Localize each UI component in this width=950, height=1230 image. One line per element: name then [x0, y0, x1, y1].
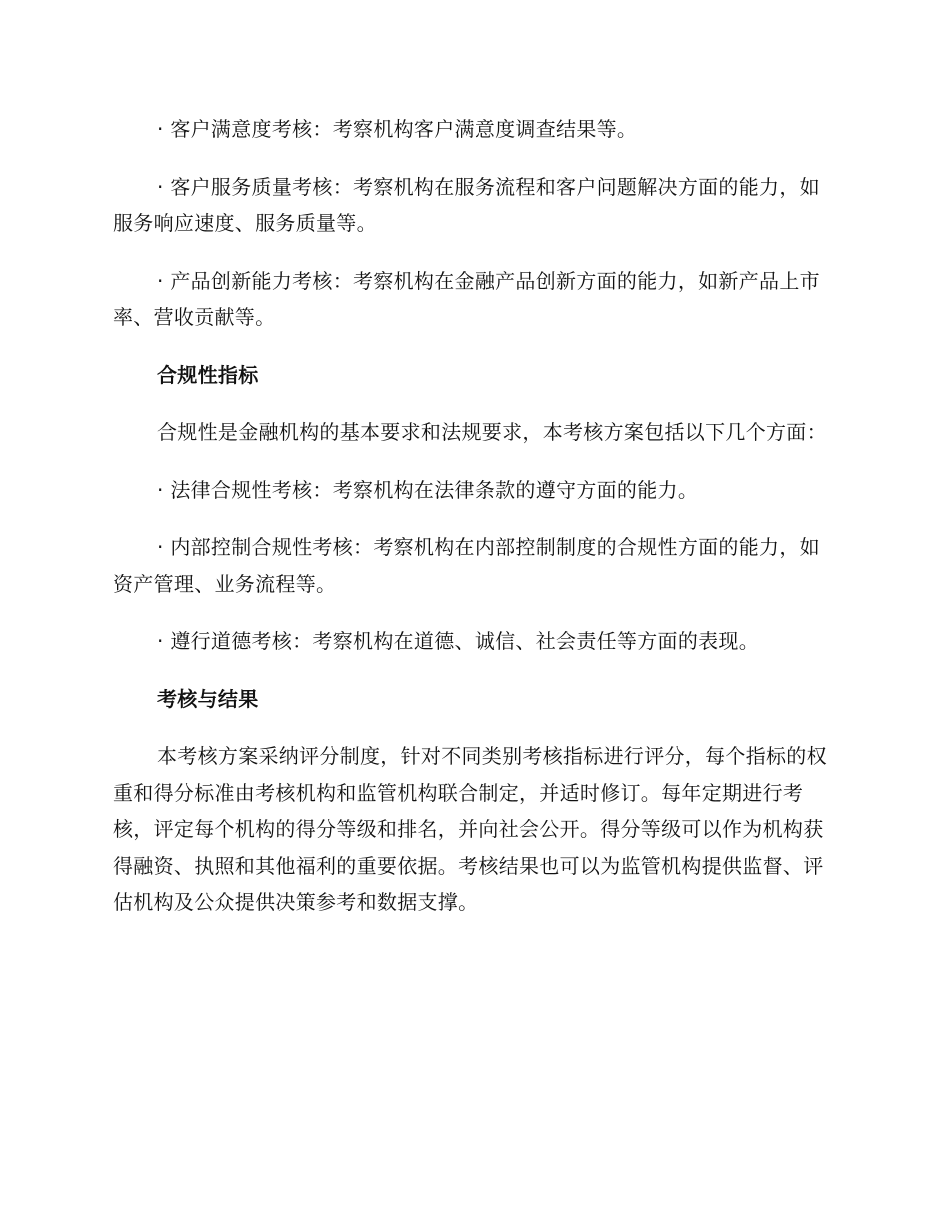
- bullet-customer-satisfaction: · 客户满意度考核：考察机构客户满意度调查结果等。: [157, 117, 638, 141]
- heading-assessment-results: 考核与结果: [157, 686, 259, 711]
- document-page: [113, 111, 833, 921]
- paragraph-compliance-intro: 合规性是金融机构的基本要求和法规要求，本考核方案包括以下几个方面：: [157, 420, 827, 444]
- bullet-product-innovation: · 产品创新能力考核：考察机构在金融产品创新方面的能力，如新产品上市率、营收贡献等。: [113, 268, 820, 329]
- bullet-customer-service-quality: · 客户服务质量考核：考察机构在服务流程和客户问题解决方面的能力，如服务响应速度、服务质量等。: [113, 174, 820, 235]
- paragraph-assessment-results: 本考核方案采纳评分制度，针对不同类别考核指标进行评分，每个指标的权重和得分标准由考核机构和监管机构联合制定，并适时修订。每年定期进行考核，评定每个机构的得分等级和排名，并向社会公开。得分等级可以作为机构获得融资、执照和其他福利的重要依据。考核结果也可以为监管机构提供监督、评估机构及公众提供决策参考和数据支撑。: [113, 744, 827, 914]
- bullet-ethics-assessment: · 遵行道德考核：考察机构在道德、诚信、社会责任等方面的表现。: [157, 629, 760, 653]
- bullet-legal-compliance: · 法律合规性考核：考察机构在法律条款的遵守方面的能力。: [157, 477, 699, 502]
- bullet-internal-control-compliance: · 内部控制合规性考核：考察机构在内部控制制度的合规性方面的能力，如资产管理、业务流程等。: [113, 535, 820, 596]
- heading-compliance-indicators: 合规性指标: [157, 362, 259, 387]
